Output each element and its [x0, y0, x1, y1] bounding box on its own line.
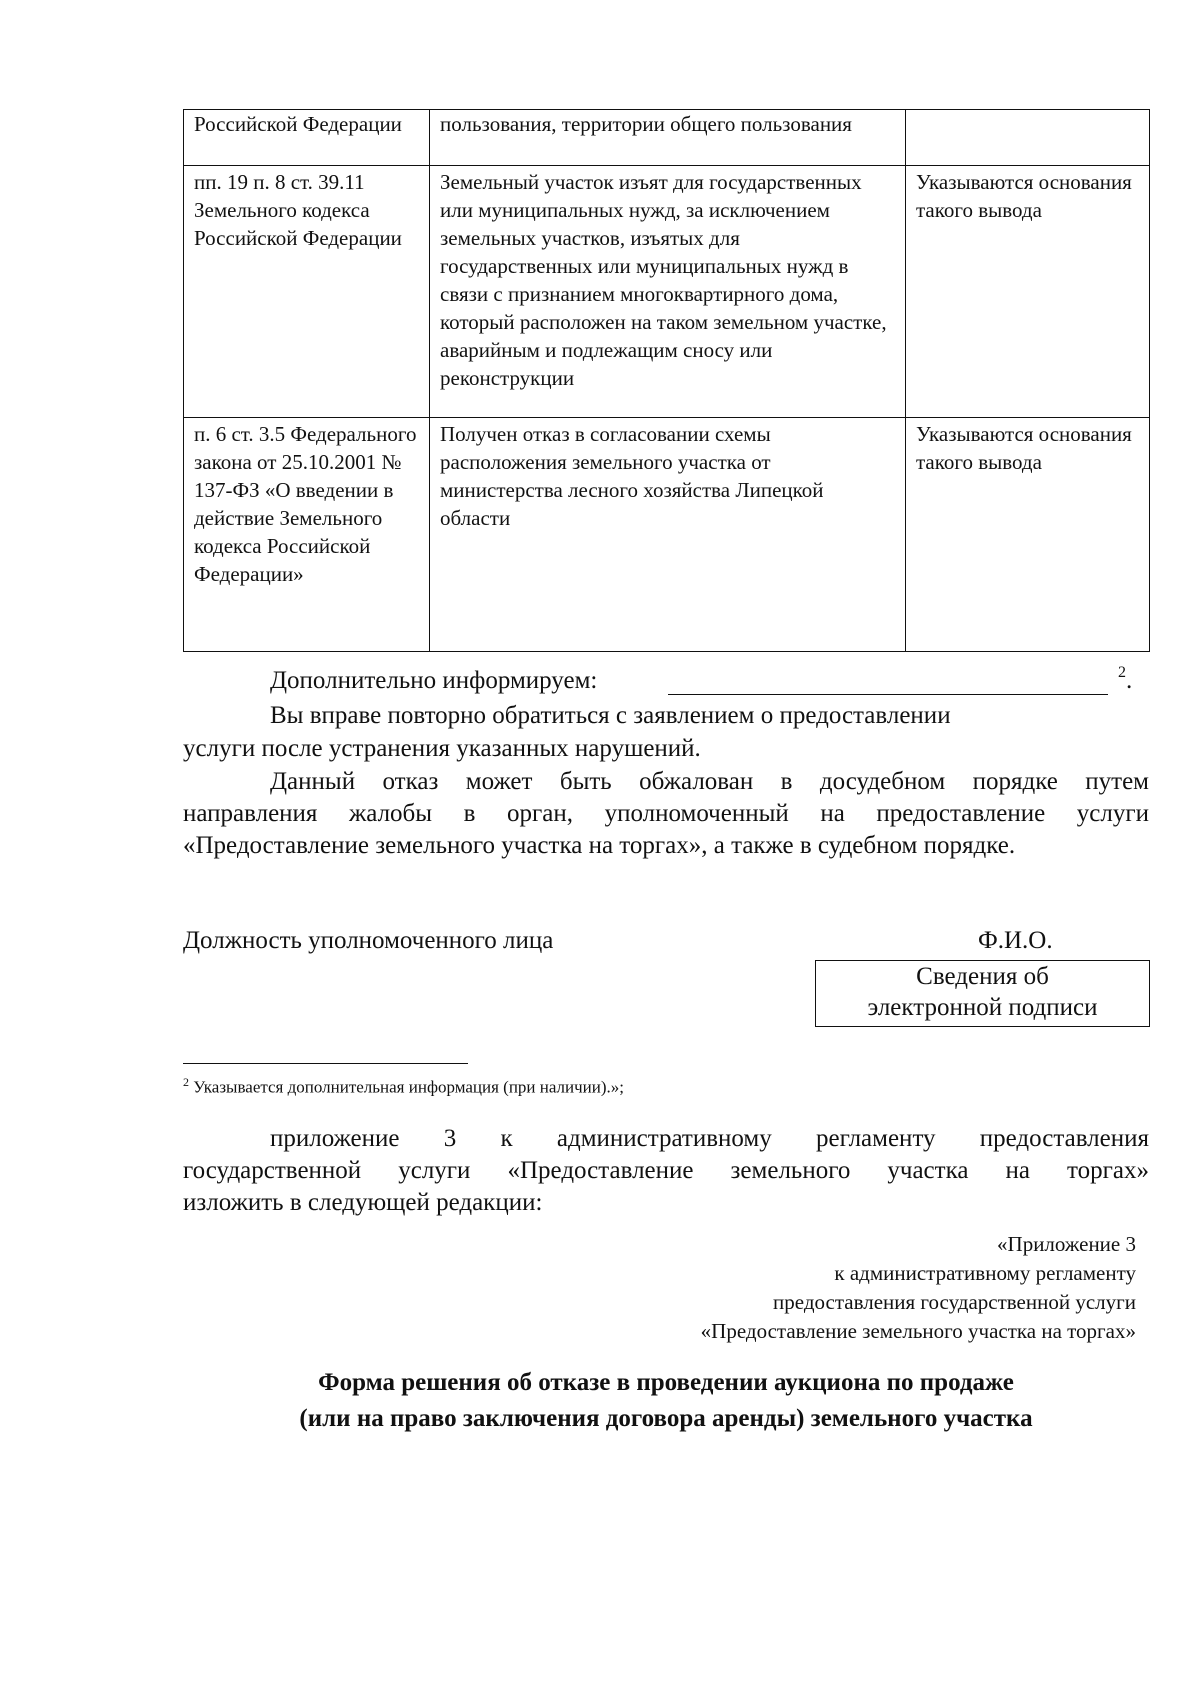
footnote-mark: 2 — [183, 1075, 189, 1089]
explanation-cell — [906, 110, 1150, 166]
reason-cell: пользования, территории общего пользования — [430, 110, 906, 166]
footnote — [183, 1070, 624, 1100]
appeal-paragraph-line2: направления жалобы в орган, уполномоченный на предоставление услуги — [183, 800, 1149, 827]
footnote-divider — [183, 1063, 468, 1064]
reason-cell: Земельный участок изъят для государственных или муниципальных нужд, за исключением земельных участков, изъятых для государственных или муниципальных нужд в связи с признанием многоквартирного дома, который расположен на таком земельном участке, аварийным и подлежащим сносу или реконструкции — [430, 166, 906, 418]
official-name: Ф.И.О. — [978, 927, 1053, 954]
reapply-paragraph-line2: услуги после устранения указанных нарушений. — [183, 735, 701, 762]
appeal-paragraph-line1: Данный отказ может быть обжалован в досудебном порядке путем — [270, 768, 1149, 795]
refusal-reasons-table — [183, 109, 1150, 652]
amendment-line3: изложить в следующей редакции: — [183, 1189, 543, 1216]
additional-info-blank — [668, 694, 1108, 695]
table-row — [184, 110, 1150, 166]
appendix-line2: к административному регламенту — [834, 1261, 1136, 1285]
official-position: Должность уполномоченного лица — [183, 927, 554, 954]
explanation-cell: Указываются основания такого вывода — [906, 166, 1150, 418]
amendment-line1: приложение 3 к административному регламенту предоставления — [270, 1125, 1149, 1152]
reason-cell: Получен отказ в согласовании схемы расположения земельного участка от министерства лесного хозяйства Липецкой области — [430, 418, 906, 652]
appendix-line3: предоставления государственной услуги — [773, 1290, 1136, 1314]
appendix-header — [701, 1230, 1136, 1346]
sentence-end: . — [1126, 667, 1133, 694]
amendment-line2: государственной услуги «Предоставление земельного участка на торгах» — [183, 1157, 1149, 1184]
signature-box-line1: Сведения об — [916, 963, 1049, 990]
additional-info-label: Дополнительно информируем: — [270, 667, 598, 694]
explanation-cell: Указываются основания такого вывода — [906, 418, 1150, 652]
appendix-line1: «Приложение 3 — [997, 1232, 1136, 1256]
signature-box-line2: электронной подписи — [867, 994, 1098, 1021]
appeal-paragraph-line3: «Предоставление земельного участка на торгах», а также в судебном порядке. — [183, 832, 1016, 859]
form-title — [183, 1365, 1149, 1437]
basis-cell: пп. 19 п. 8 ст. 39.11 Земельного кодекса Российской Федерации — [184, 166, 430, 418]
electronic-signature-box — [815, 960, 1150, 1027]
footnote-reference: 2 — [1118, 664, 1126, 681]
form-title-line2: (или на право заключения договора аренды) земельного участка — [299, 1405, 1033, 1432]
footnote-text: Указывается дополнительная информация (при наличии).»; — [189, 1077, 625, 1097]
appendix-line4: «Предоставление земельного участка на торгах» — [700, 1319, 1136, 1343]
form-title-line1: Форма решения об отказе в проведении аукциона по продаже — [318, 1369, 1014, 1396]
basis-cell: п. 6 ст. 3.5 Федерального закона от 25.10.2001 № 137-ФЗ «О введении в действие Земельного кодекса Российской Федерации» — [184, 418, 430, 652]
table-row — [184, 166, 1150, 418]
basis-cell: Российской Федерации — [184, 110, 430, 166]
table-row — [184, 418, 1150, 652]
reapply-paragraph-line1: Вы вправе повторно обратиться с заявлением о предоставлении — [270, 702, 951, 729]
